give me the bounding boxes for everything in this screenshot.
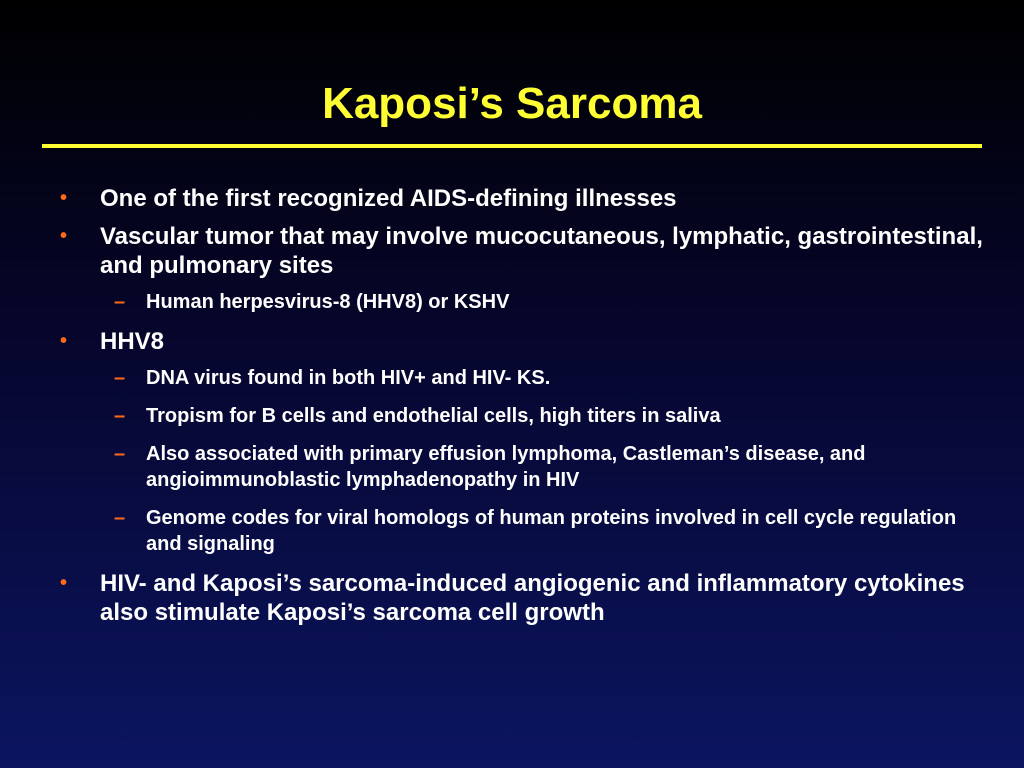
sub-bullet-marker: – [114,405,126,427]
bullet-item [60,222,990,280]
sub-bullet-item [60,505,990,557]
sub-bullet-text: Also associated with primary effusion lymphoma, Castleman’s disease, and angioimmunoblastic lymphadenopathy in HIV [146,443,866,491]
sub-bullet-marker: – [114,291,126,313]
sub-bullet-text: Genome codes for viral homologs of human proteins involved in cell cycle regulation and signaling [146,507,957,555]
sub-bullet-item [60,289,990,315]
bullet-item [60,327,990,356]
bullet-marker: • [60,187,68,209]
bullet-text: One of the first recognized AIDS-defining illnesses [100,185,677,212]
bullet-text: HIV- and Kaposi’s sarcoma-induced angiogenic and inflammatory cytokines also stimulate Kaposi’s sarcoma cell growth [100,570,965,626]
sub-bullet-text: Human herpesvirus-8 (HHV8) or KSHV [146,291,510,313]
bullet-text: Vascular tumor that may involve mucocutaneous, lymphatic, gastrointestinal, and pulmonary sites [100,223,983,279]
sub-bullet-text: DNA virus found in both HIV+ and HIV- KS. [146,367,551,389]
sub-bullet-item [60,365,990,391]
bullet-marker: • [60,225,68,247]
title-divider [42,144,982,148]
sub-bullet-marker: – [114,367,126,389]
bullet-marker: • [60,330,68,352]
sub-bullet-item [60,441,990,493]
sub-bullet-marker: – [114,507,126,529]
sub-bullet-marker: – [114,443,126,465]
slide-title: Kaposi’s Sarcoma [322,79,702,128]
sub-bullet-item [60,403,990,429]
bullet-text: HHV8 [100,328,165,355]
bullet-list [60,184,990,636]
sub-bullet-text: Tropism for B cells and endothelial cells, high titers in saliva [146,405,721,427]
bullet-item [60,184,990,213]
bullet-marker: • [60,572,68,594]
bullet-item [60,569,990,627]
